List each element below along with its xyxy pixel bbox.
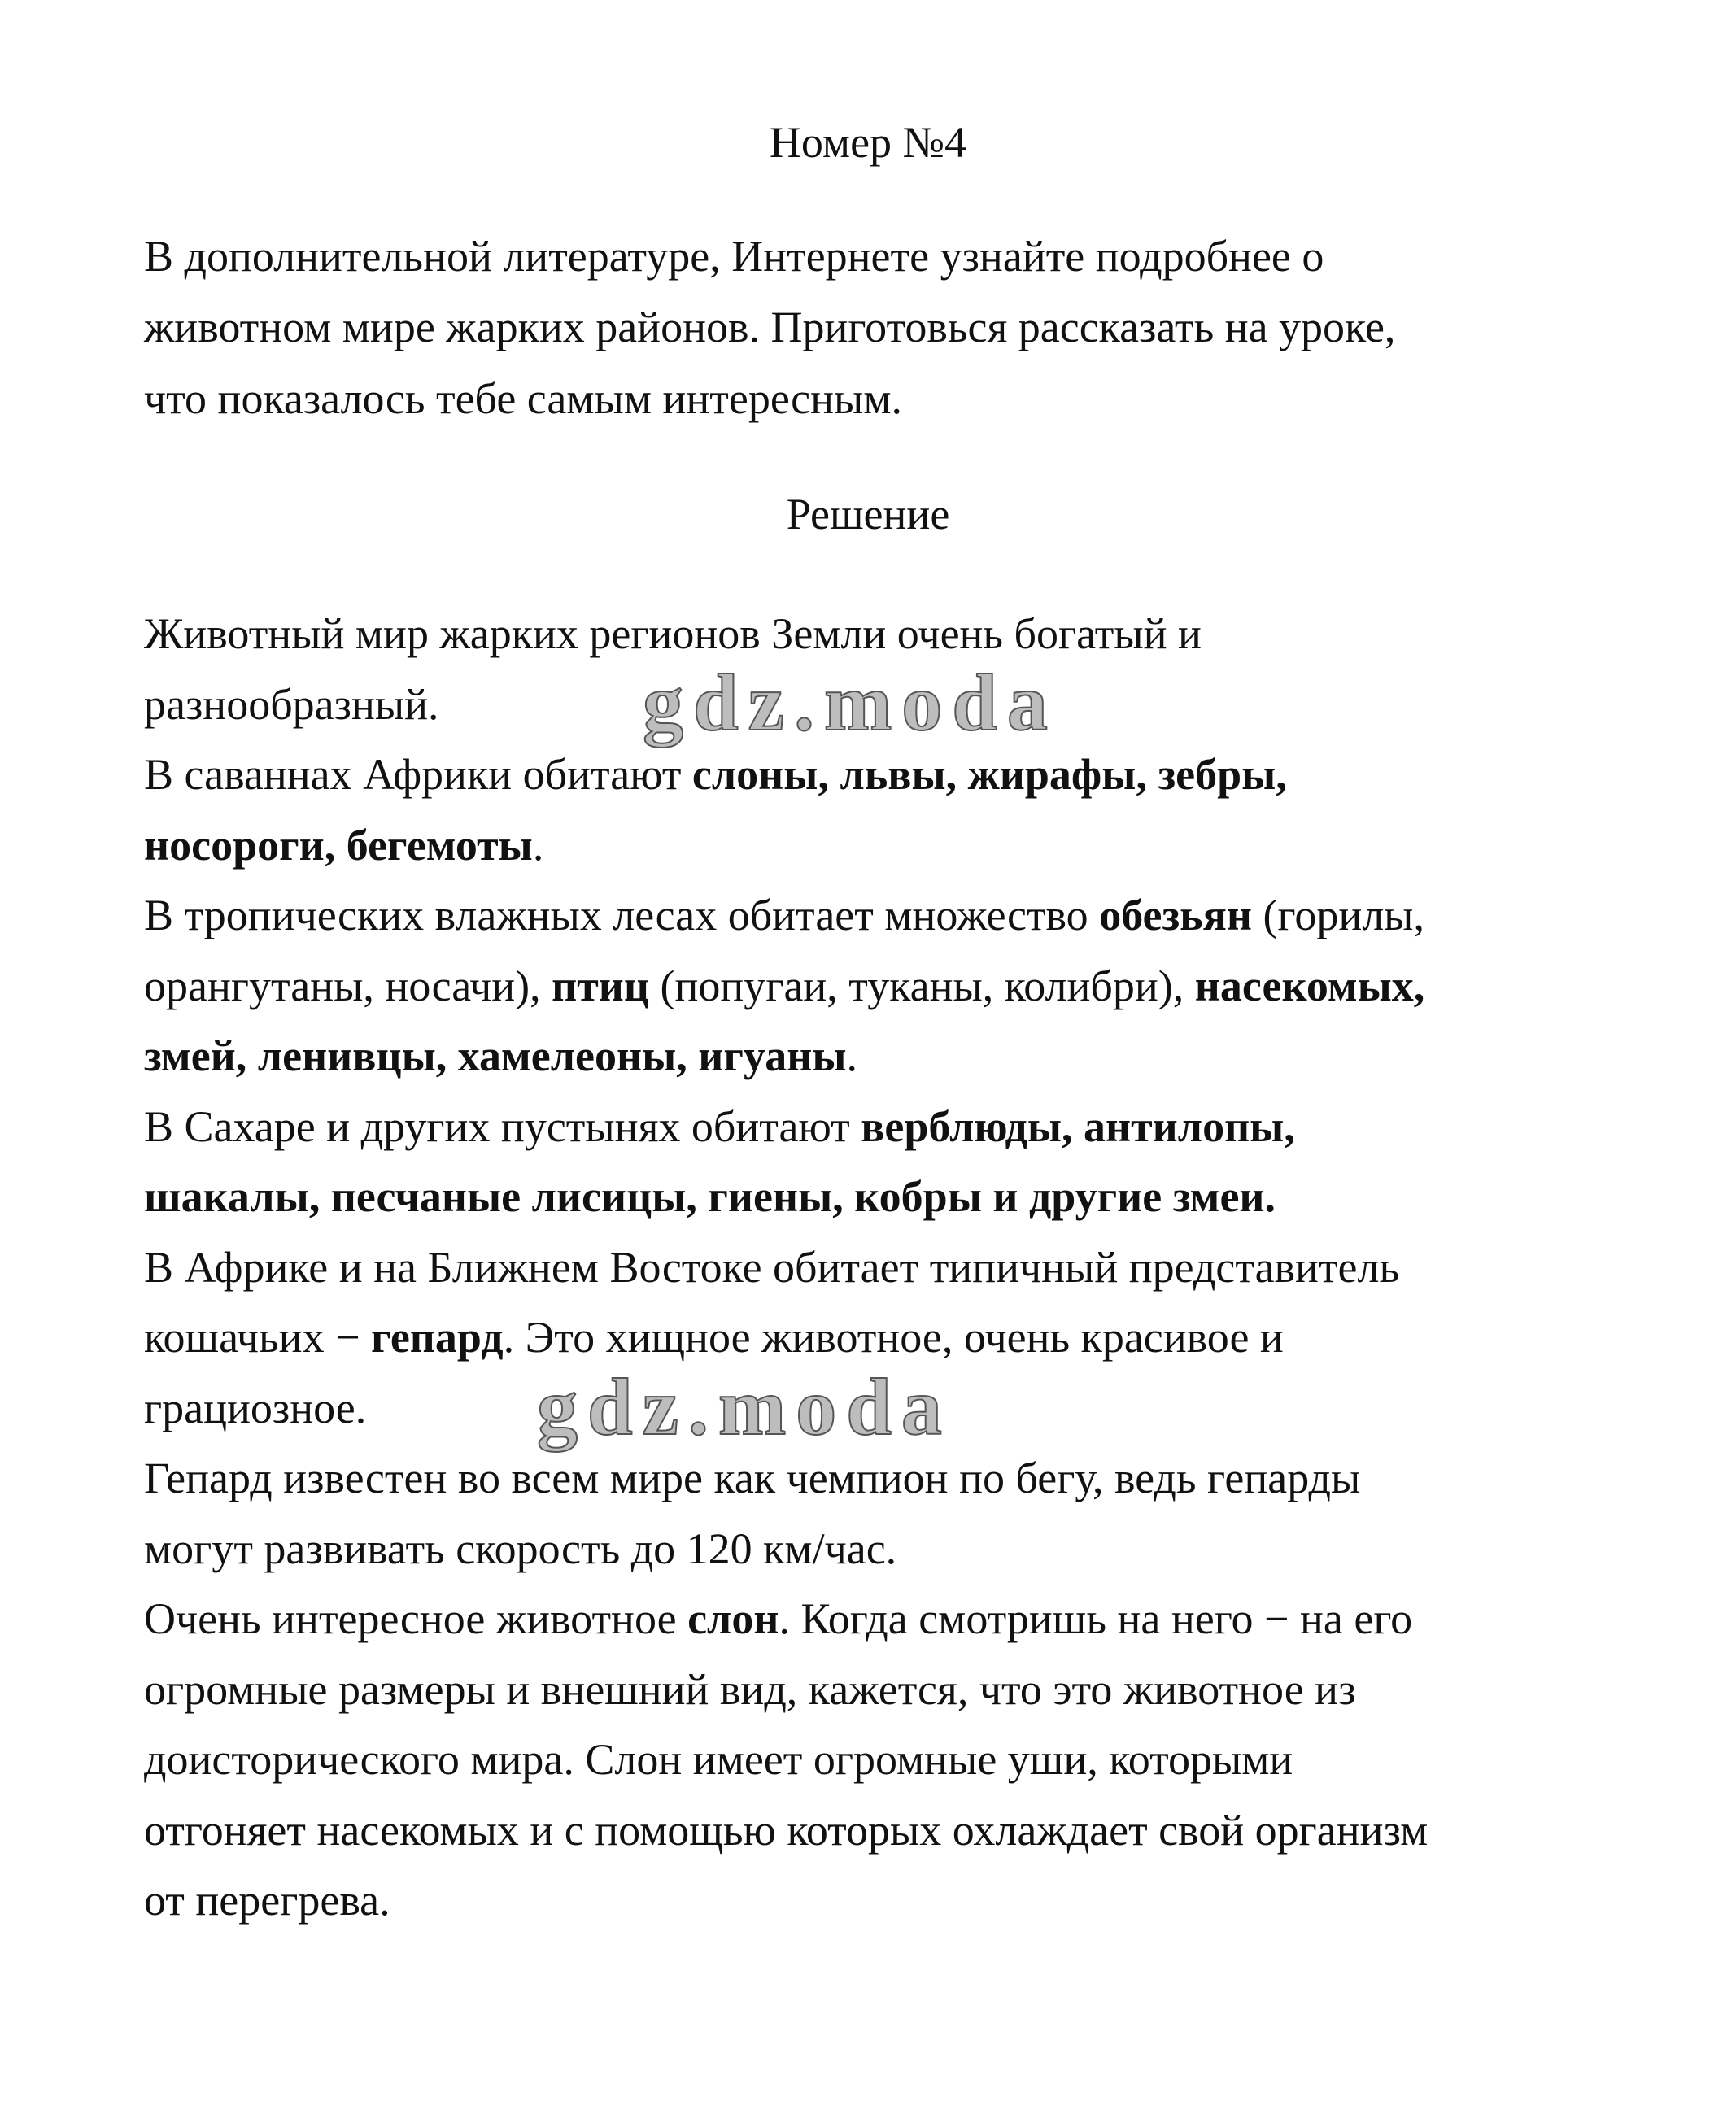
task-line: животном мире жарких районов. Приготовься рассказать на уроке, xyxy=(144,303,1396,351)
bold-text: носороги, бегемоты xyxy=(144,820,533,870)
solution-line xyxy=(144,1313,1284,1362)
solution-line xyxy=(144,1524,897,1573)
solution-line xyxy=(144,1805,1428,1855)
text: . Это хищное животное, очень красивое и xyxy=(503,1313,1284,1362)
text: . xyxy=(532,820,544,870)
bold-text: обезьян xyxy=(1099,891,1253,939)
bold-text: шакалы, песчаные лисицы, гиены, кобры и другие змеи. xyxy=(144,1172,1276,1221)
page-title: Номер №4 xyxy=(769,118,967,167)
text: . xyxy=(846,1031,857,1080)
bold-text: птиц xyxy=(552,961,650,1010)
text: Животный мир жарких регионов Земли очень богатый и xyxy=(144,609,1202,658)
solution-heading: Решение xyxy=(786,490,950,538)
text: разнообразный. xyxy=(144,679,439,729)
solution-line xyxy=(144,1876,390,1925)
solution-line xyxy=(144,820,544,870)
bold-text: слон xyxy=(687,1594,779,1643)
text: . Когда смотришь на него − на его xyxy=(779,1594,1413,1643)
text: В тропических влажных лесах обитает множество xyxy=(144,891,1100,939)
task-line: В дополнительной литературе, Интернете узнайте подробнее о xyxy=(144,232,1324,281)
solution-line xyxy=(144,1594,1413,1643)
task-line: что показалось тебе самым интересным. xyxy=(144,374,903,423)
bold-text: гепард xyxy=(371,1313,504,1362)
solution-line xyxy=(144,750,1287,799)
text: доисторического мира. Слон имеет огромные уши, которыми xyxy=(144,1735,1293,1784)
solution-line xyxy=(144,1101,1295,1151)
text: В Сахаре и других пустынях обитают xyxy=(144,1101,861,1151)
bold-text: змей, ленивцы, хамелеоны, игуаны xyxy=(144,1031,847,1080)
text: огромные размеры и внешний вид, кажется, что это животное из xyxy=(144,1664,1356,1714)
text: В саваннах Африки обитают xyxy=(144,750,692,799)
solution-line xyxy=(144,1383,367,1432)
solution-line xyxy=(144,1456,1360,1500)
solution-line xyxy=(144,1664,1356,1714)
text: отгоняет насекомых и с помощью которых охлаждает свой организм xyxy=(144,1805,1428,1855)
text: орангутаны, носачи), xyxy=(144,961,552,1010)
solution-line xyxy=(144,1172,1276,1221)
text: Очень интересное животное xyxy=(144,1594,688,1643)
bold-text: насекомых, xyxy=(1194,961,1425,1010)
solution-line xyxy=(144,609,1202,658)
text: Гепард известен во всем мире как чемпион по бегу, ведь гепарды xyxy=(144,1454,1361,1502)
text: грациозное. xyxy=(144,1383,367,1432)
solution-line xyxy=(144,1242,1400,1292)
solution-line xyxy=(144,893,1424,937)
solution-line xyxy=(144,1735,1293,1784)
watermark-logo: gdz.moda xyxy=(537,1362,952,1452)
bold-text: верблюды, антилопы, xyxy=(861,1101,1295,1151)
solution-line xyxy=(144,961,1425,1010)
text: В Африке и на Ближнем Востоке обитает типичный представитель xyxy=(144,1242,1400,1292)
text: (горилы, xyxy=(1252,891,1424,939)
text: (попугаи, туканы, колибри), xyxy=(649,961,1195,1010)
text: могут развивать скорость до 120 км/час. xyxy=(144,1524,897,1573)
solution-line xyxy=(144,679,439,729)
solution-line xyxy=(144,1031,857,1080)
text: кошачьих − xyxy=(144,1313,372,1362)
bold-text: слоны, львы, жирафы, зебры, xyxy=(691,750,1287,799)
text: от перегрева. xyxy=(144,1876,390,1925)
watermark-logo: gdz.moda xyxy=(643,657,1058,748)
